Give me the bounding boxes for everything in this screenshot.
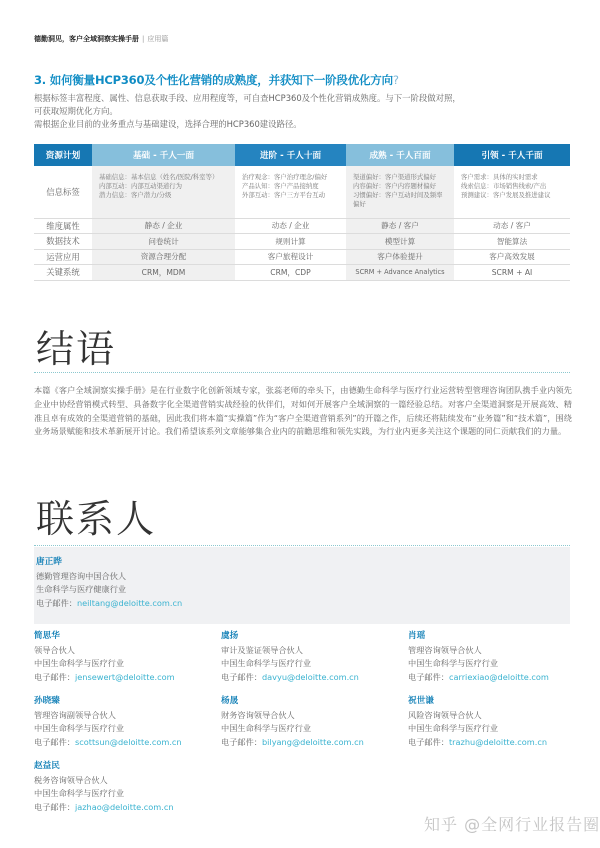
row-label: 关键系统 — [34, 265, 92, 281]
contact-industry: 中国生命科学与医疗行业 — [34, 788, 125, 798]
contacts-heading: 联系人 — [36, 497, 157, 541]
watermark: 知乎 @全网行业报告圈 — [424, 815, 600, 834]
contact-card — [408, 630, 549, 684]
email-label: 电子邮件： — [221, 736, 262, 747]
email-label: 电子邮件： — [408, 671, 449, 682]
table-cell: 客户体验提升 — [346, 249, 454, 265]
row-label: 信息标签 — [34, 166, 92, 218]
contact-name: 杨晟 — [221, 696, 239, 706]
lead-contact — [36, 556, 182, 610]
table-cell: CRM，CDP — [235, 265, 346, 281]
contact-email-link[interactable]: scottsun@deloitte.com.cn — [74, 736, 182, 747]
row-label: 维度属性 — [34, 218, 92, 234]
intro-line: 需根据企业目前的业务重点与基础建设，选择合理的HCP360建设路径。 — [34, 119, 302, 129]
maturity-table — [34, 144, 570, 281]
table-row — [34, 234, 570, 250]
contact-title: 审计及鉴证领导合伙人 — [221, 644, 303, 655]
table-cell: 规则计算 — [235, 234, 346, 250]
email-label: 电子邮件： — [34, 736, 75, 747]
contact-card — [221, 630, 359, 684]
contact-email-link[interactable]: jensewert@deloitte.com — [74, 671, 175, 682]
table-cell: SCRM + Advance Analytics — [346, 265, 454, 281]
contact-email-link[interactable]: neiltang@deloitte.com.cn — [76, 597, 183, 608]
table-cell: 问卷统计 — [92, 234, 235, 250]
table-cell: 客户高效发展 — [454, 249, 570, 265]
table-cell: 渠道偏好：客户渠道形式偏好 内容偏好：客户内容题材偏好 习惯偏好：客户互动时间及频率偏好 — [346, 166, 454, 218]
contact-card — [408, 695, 547, 749]
table-cell: 治疗观念：客户治疗理念/偏好 产品认知：客户产品接纳度 外部互动：客户三方平台互动 — [235, 166, 346, 218]
table-header: 基础 - 千人一面 — [92, 144, 235, 166]
contact-email-link[interactable]: bilyang@deloitte.com.cn — [261, 736, 364, 747]
contact-name: 孙晓臻 — [34, 696, 60, 706]
contact-card — [34, 760, 174, 814]
divider — [34, 372, 570, 373]
table-cell: 动态 / 企业 — [235, 218, 346, 234]
header-subtitle: 应用篇 — [147, 35, 169, 43]
contact-email-link[interactable]: davyu@deloitte.com.cn — [261, 671, 359, 682]
table-header: 成熟 - 千人百面 — [346, 144, 454, 166]
contact-title: 领导合伙人 — [34, 644, 75, 655]
contact-card — [221, 695, 364, 749]
table-row — [34, 166, 570, 218]
intro-line: 根据标签丰富程度、属性、信息获取手段、应用程度等，可自查HCP360及个性化营销成熟度。与下一阶段做对照， — [34, 93, 461, 103]
contact-name: 虞扬 — [221, 631, 239, 641]
table-header: 资源计划 — [34, 144, 92, 166]
contact-industry: 生命科学与医疗健康行业 — [36, 584, 127, 594]
contact-card — [34, 695, 182, 749]
contact-email-link[interactable]: jazhao@deloitte.com.cn — [74, 801, 174, 812]
table-cell: 动态 / 客户 — [454, 218, 570, 234]
table-header-row — [34, 144, 570, 166]
table-cell: 模型计算 — [346, 234, 454, 250]
contact-card — [34, 630, 175, 684]
email-label: 电子邮件： — [34, 671, 75, 682]
table-header: 引领 - 千人千面 — [454, 144, 570, 166]
contact-name: 赵益民 — [34, 761, 60, 771]
table-cell: CRM，MDM — [92, 265, 235, 281]
table-cell: 基础信息：基本信息（姓名/医院/科室等） 内部互动：内部互动渠道行为 潜力信息：客户潜力/分级 — [92, 166, 235, 218]
contact-email-link[interactable]: carriexiao@deloitte.com — [448, 671, 549, 682]
contact-industry: 中国生命科学与医疗行业 — [408, 723, 499, 733]
email-label: 电子邮件： — [408, 736, 449, 747]
header-separator: | — [142, 35, 145, 43]
section-question-title: 3. 如何衡量HCP360及个性化营销的成熟度，并获知下一阶段优化方向? — [34, 73, 399, 87]
table-row — [34, 218, 570, 234]
contact-title: 税务咨询领导合伙人 — [34, 774, 108, 785]
table-cell: 静态 / 企业 — [92, 218, 235, 234]
contact-name: 肖瑶 — [408, 631, 426, 641]
table-cell: SCRM + AI — [454, 265, 570, 281]
contact-industry: 中国生命科学与医疗行业 — [34, 658, 125, 668]
table-row — [34, 265, 570, 281]
contact-industry: 中国生命科学与医疗行业 — [34, 723, 125, 733]
contact-title: 管理咨询领导合伙人 — [408, 644, 482, 655]
contact-title: 管理咨询副领导合伙人 — [34, 709, 116, 720]
running-header — [34, 34, 168, 44]
table-cell: 静态 / 客户 — [346, 218, 454, 234]
contact-industry: 中国生命科学与医疗行业 — [221, 658, 312, 668]
contact-name: 唐正晔 — [36, 557, 62, 567]
section-intro — [34, 92, 574, 131]
email-label: 电子邮件： — [221, 671, 262, 682]
contact-name: 祝世谦 — [408, 696, 434, 706]
contact-title: 财务咨询领导合伙人 — [221, 709, 295, 720]
contact-title: 德勤管理咨询中国合伙人 — [36, 570, 127, 581]
divider — [34, 545, 570, 546]
table-cell: 资源合理分配 — [92, 249, 235, 265]
contact-email-link[interactable]: trazhu@deloitte.com.cn — [448, 736, 548, 747]
row-label: 运营应用 — [34, 249, 92, 265]
conclusion-body: 本篇《客户全域洞察实操手册》是在行业数字化创新领域专家，张蕊老师的牵头下，由德勤生命科学与医疗行业运营转型管理咨询团队携手业内领先企业中协经营销模式转型、具备数字化全渠道营销实战经验的伙伴们，对如何开展客户全域洞察的一篇经验总结。对客户全渠道洞察是开展高效、精准且卓有成效的全渠道营销的基础，因此我们将本篇“实操篇”作为“客户全渠道营销系列”的开篇之作，后续还将陆续发布“业务篇”和“技术篇”，围绕业务场景赋能和技术革新展开讨论。我们希望该系列文章能够集合业内的前瞻思维和领先实践，为行业内更多关注这个课题的同仁贡献我们的力量。 — [34, 385, 572, 437]
table-header: 进阶 - 千人十面 — [235, 144, 346, 166]
conclusion-heading: 结语 — [36, 327, 117, 371]
email-label: 电子邮件： — [34, 801, 75, 812]
contact-title: 风险咨询领导合伙人 — [408, 709, 482, 720]
email-label: 电子邮件： — [36, 597, 77, 608]
table-row — [34, 249, 570, 265]
contact-industry: 中国生命科学与医疗行业 — [408, 658, 499, 668]
table-cell: 客户需求：具体的实时需求 线索信息：市场销售线索/产出 预测建议：客户发展及推进建议 — [454, 166, 570, 218]
contact-industry: 中国生命科学与医疗行业 — [221, 723, 312, 733]
contact-name: 简思华 — [34, 631, 60, 641]
row-label: 数据技术 — [34, 234, 92, 250]
header-title: 德勤洞见，客户全域洞察实操手册 — [34, 35, 139, 43]
table-cell: 客户旅程设计 — [235, 249, 346, 265]
table-cell: 智能算法 — [454, 234, 570, 250]
intro-line: 可获取短期优化方向。 — [34, 106, 118, 116]
